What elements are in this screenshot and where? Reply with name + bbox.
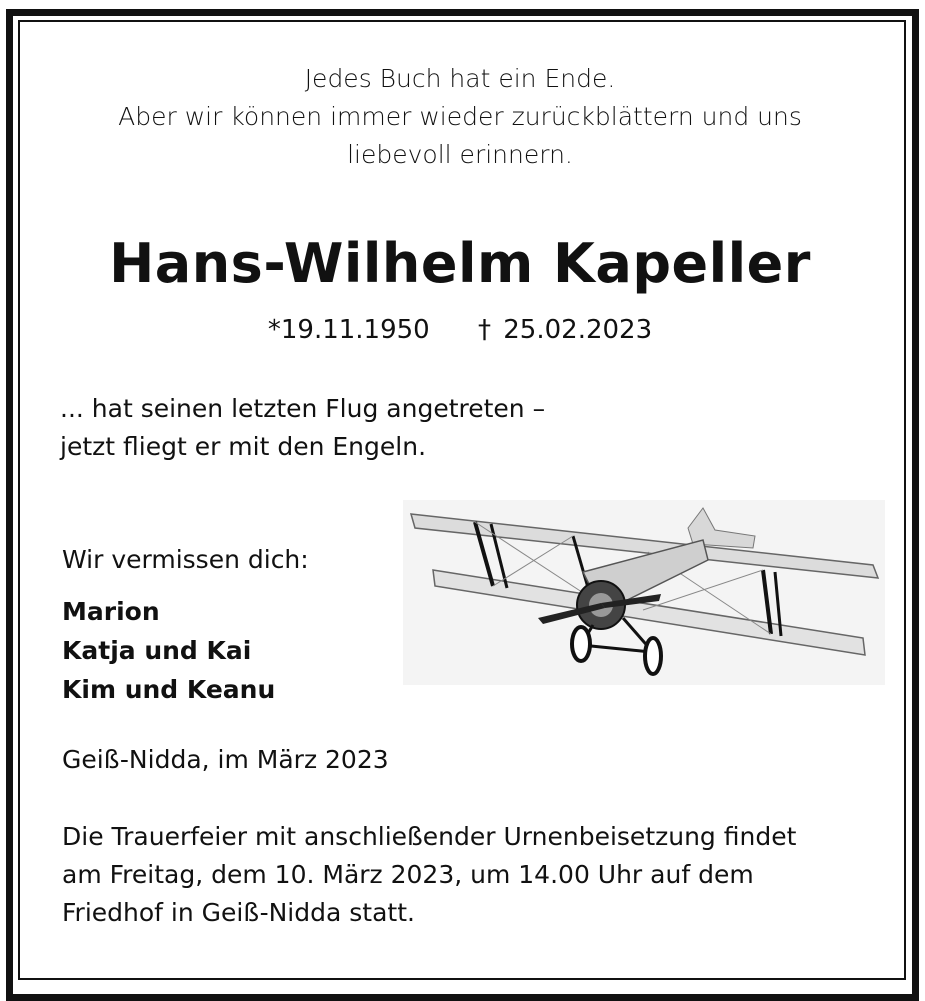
place-date: Geiß-Nidda, im März 2023 — [62, 745, 389, 774]
service-line-2: am Freitag, dem 10. März 2023, um 14.00 Uhr auf dem — [62, 860, 754, 889]
opening-quote — [40, 60, 880, 174]
flight-line-2: jetzt fliegt er mit den Engeln. — [60, 432, 427, 461]
service-notice — [62, 818, 796, 932]
service-line-3: Friedhof in Geiß-Nidda statt. — [62, 898, 415, 927]
biplane-illustration — [403, 500, 885, 685]
flight-line-1: ... hat seinen letzten Flug angetreten – — [60, 394, 546, 423]
mourner-name: Marion — [62, 597, 160, 626]
mourners-list — [62, 592, 275, 709]
quote-line-3: liebevoll erinnern. — [347, 140, 573, 169]
service-line-1: Die Trauerfeier mit anschließender Urnenbeisetzung findet — [62, 822, 797, 851]
deceased-name: Hans-Wilhelm Kapeller — [109, 232, 811, 295]
mourners-heading: Wir vermissen dich: — [62, 545, 309, 574]
mourner-name: Kim und Keanu — [62, 675, 276, 704]
flight-text — [60, 390, 545, 466]
mourner-name: Katja und Kai — [62, 636, 252, 665]
birth-date: *19.11.1950 — [267, 315, 430, 345]
quote-line-2: Aber wir können immer wieder zurückblättern und uns — [118, 102, 802, 131]
death-date: † 25.02.2023 — [478, 315, 653, 345]
life-dates — [40, 315, 880, 345]
quote-line-1: Jedes Buch hat ein Ende. — [304, 64, 616, 93]
